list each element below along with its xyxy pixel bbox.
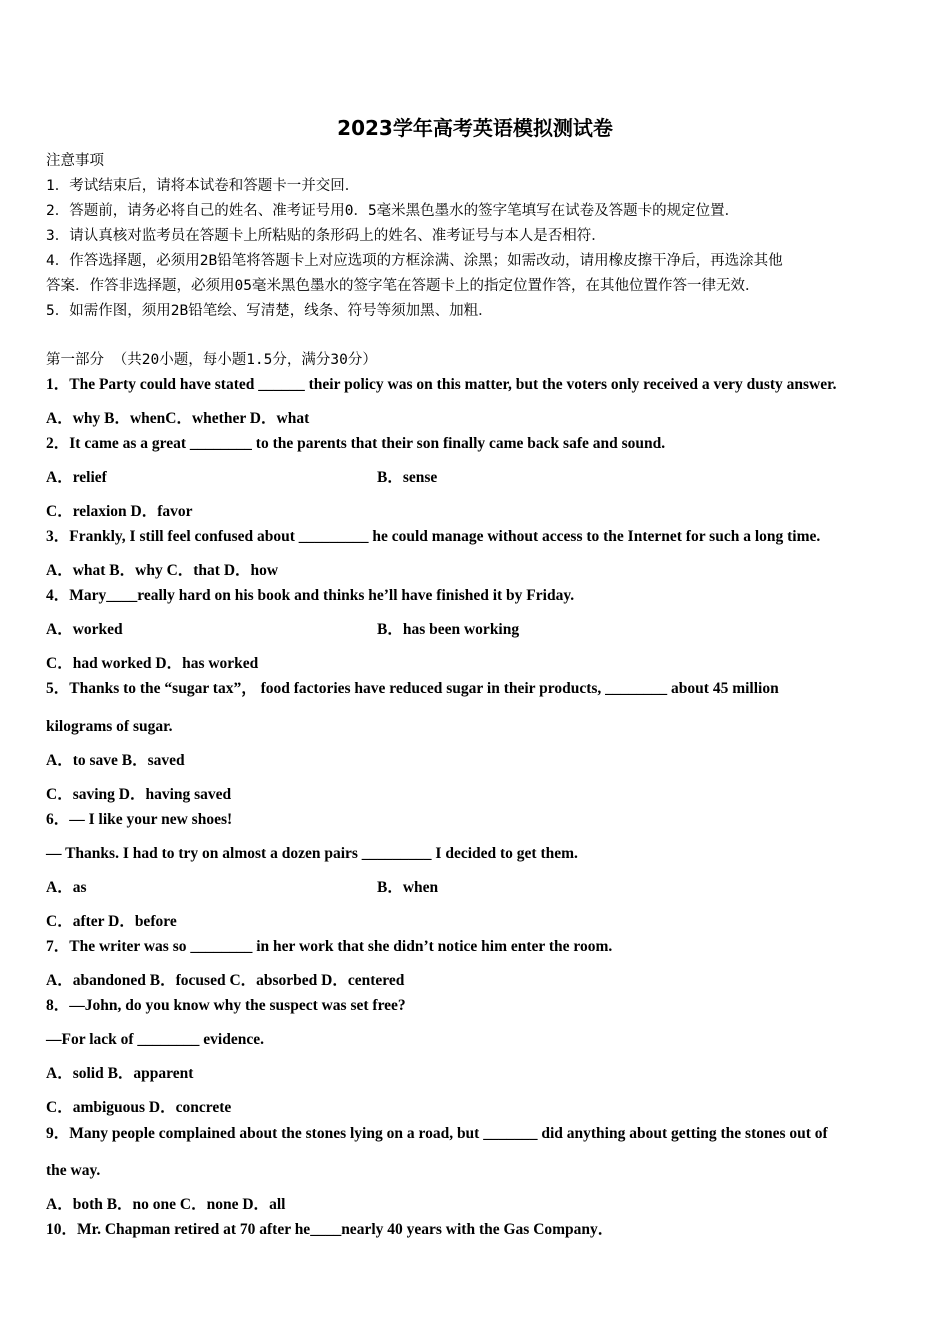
question-7-options: A．abandoned B．focused C．absorbed D．centered bbox=[46, 972, 405, 989]
question-2-options-cd: C．relaxion D．favor bbox=[46, 503, 193, 520]
question-2-option-a: A．relief bbox=[46, 469, 107, 486]
notice-item: 1．考试结束后，请将本试卷和答题卡一并交回． bbox=[46, 178, 360, 194]
question-8-continued: —For lack of ________ evidence. bbox=[46, 1031, 264, 1048]
notice-item: 5．如需作图，须用2B铅笔绘、写清楚，线条、符号等须加黑、加粗． bbox=[46, 303, 493, 319]
question-6-option-b: B．when bbox=[377, 879, 439, 896]
question-9-continued: the way. bbox=[46, 1162, 101, 1179]
question-4-options-cd: C．had worked D．has worked bbox=[46, 655, 259, 672]
question-2-option-b: B．sense bbox=[377, 469, 438, 486]
question-7: 7．The writer was so ________ in her work that she didn’t notice him enter the room. bbox=[46, 938, 613, 955]
question-8: 8．—John, do you know why the suspect was set free? bbox=[46, 997, 406, 1014]
question-5-options-cd: C．saving D．having saved bbox=[46, 786, 232, 803]
question-6: 6．— I like your new shoes! bbox=[46, 811, 233, 828]
question-5-options-ab: A．to save B．saved bbox=[46, 752, 185, 769]
question-4-option-a: A．worked bbox=[46, 621, 123, 638]
question-3: 3．Frankly, I still feel confused about _________ he could manage without access to the Internet for such a long time. bbox=[46, 528, 821, 545]
question-6-options-cd: C．after D．before bbox=[46, 913, 177, 930]
notice-item: 4．作答选择题，必须用2B铅笔将答题卡上对应选项的方框涂满、涂黑；如需改动，请用橡皮擦干净后，再选涂其他 bbox=[46, 253, 783, 269]
question-8-options-ab: A．solid B．apparent bbox=[46, 1065, 194, 1082]
question-5: 5．Thanks to the “sugar tax”， food factories have reduced sugar in their products, ________ about 45 million bbox=[46, 680, 779, 697]
question-2: 2．It came as a great ________ to the parents that their son finally came back safe and sound. bbox=[46, 435, 666, 452]
question-6-option-a: A．as bbox=[46, 879, 87, 896]
notice-item: 3．请认真核对监考员在答题卡上所粘贴的条形码上的姓名、准考证号与本人是否相符． bbox=[46, 228, 606, 244]
notice-item: 答案．作答非选择题，必须用05毫米黑色墨水的签字笔在答题卡上的指定位置作答，在其他位置作答一律无效． bbox=[46, 278, 760, 294]
question-3-options: A．what B．why C．that D．how bbox=[46, 562, 279, 579]
question-4: 4．Mary____really hard on his book and thinks he’ll have finished it by Friday. bbox=[46, 587, 575, 604]
question-5-continued: kilograms of sugar. bbox=[46, 718, 173, 735]
question-1: 1．The Party could have stated ______ their policy was on this matter, but the voters only received a very dusty answer. bbox=[46, 376, 837, 393]
question-10: 10．Mr. Chapman retired at 70 after he____nearly 40 years with the Gas Company． bbox=[46, 1221, 614, 1238]
section-heading: 第一部分 （共20小题，每小题1.5分，满分30分） bbox=[46, 352, 377, 368]
question-6-continued: — Thanks. I had to try on almost a dozen pairs _________ I decided to get them. bbox=[46, 845, 578, 862]
question-8-options-cd: C．ambiguous D．concrete bbox=[46, 1099, 232, 1116]
page-title: 2023学年高考英语模拟测试卷 bbox=[337, 116, 613, 140]
question-9: 9．Many people complained about the stones lying on a road, but _______ did anything about getting the stones out of bbox=[46, 1125, 828, 1142]
notice-item: 2．答题前，请务必将自己的姓名、准考证号用0．5毫米黑色墨水的签字笔填写在试卷及答题卡的规定位置． bbox=[46, 203, 740, 219]
notice-heading: 注意事项 bbox=[46, 153, 104, 169]
question-9-options: A．both B．no one C．none D．all bbox=[46, 1196, 286, 1213]
question-4-option-b: B．has been working bbox=[377, 621, 520, 638]
question-1-options: A．why B．whenC．whether D．what bbox=[46, 410, 310, 427]
